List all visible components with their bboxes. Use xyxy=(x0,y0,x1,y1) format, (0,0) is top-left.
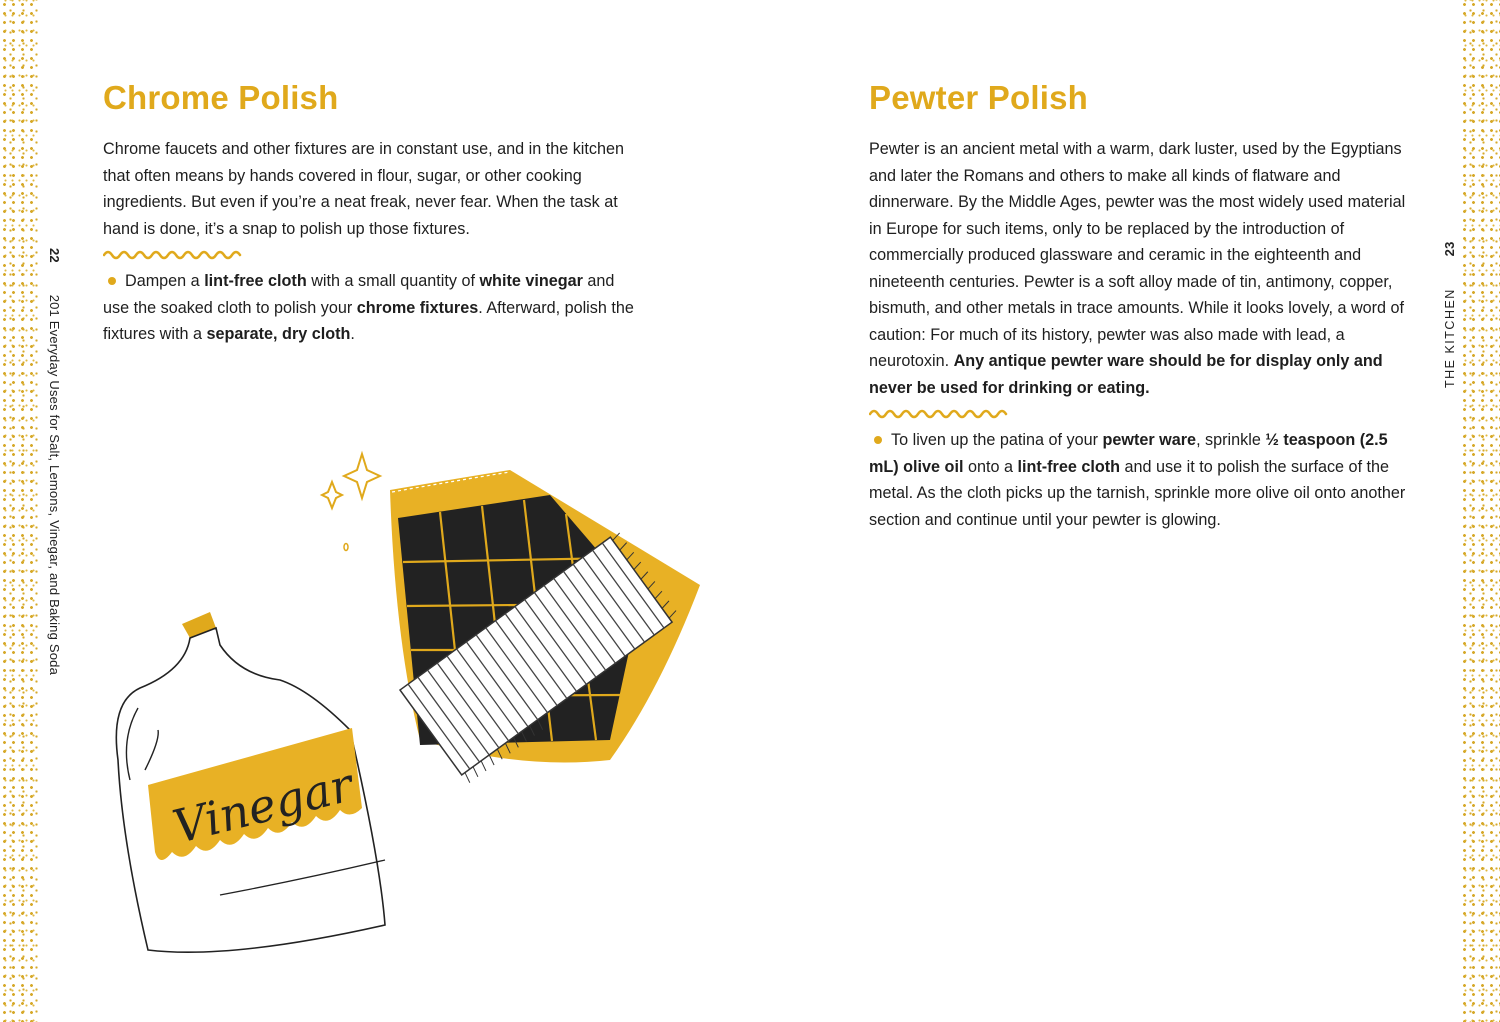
right-dot-border xyxy=(1460,0,1500,1022)
section-title: THE KITCHEN xyxy=(1443,288,1457,388)
vinegar-label: Vinegar xyxy=(167,757,359,855)
bullet-dot xyxy=(874,436,882,444)
vinegar-jug xyxy=(116,612,385,952)
tip-text: with a small quantity of xyxy=(306,272,480,290)
tip-bold: separate, dry cloth xyxy=(206,325,351,343)
bullet-dot xyxy=(108,277,116,285)
tip-bold: lint-free cloth xyxy=(204,272,307,290)
tip-text: and use the soaked cloth to polish your xyxy=(103,272,615,317)
left-dot-border xyxy=(0,0,38,1022)
left-running-head xyxy=(47,248,62,675)
right-page-number: 23 xyxy=(1442,241,1457,257)
tip-text: . Afterward, polish the fixtures with a xyxy=(103,298,634,343)
pewter-polish-section xyxy=(869,76,1409,533)
pewter-polish-intro xyxy=(869,136,1409,401)
tip-text: onto a xyxy=(963,457,1018,476)
vinegar-and-cloths-illustration xyxy=(100,440,720,970)
tip-bold: chrome fixtures xyxy=(356,298,479,317)
chrome-polish-section xyxy=(103,76,643,348)
tip-bold: pewter ware xyxy=(1102,431,1197,449)
tip-bold: white vinegar xyxy=(479,272,583,290)
intro-text: Pewter is an ancient metal with a warm, dark luster, used by the Egyptians and later the Romans and others to make all kinds of flatware and dinnerware. By the Middle Ages, pewter was the most widely used material in Europe for such items, only to be replaced by the introduction of commercially produced glassware and ceramic in the eighteenth and nineteenth centuries. Pewter is a soft alloy made of tin, antimony, copper, bismuth, and other metals in trace amounts. While it looks lovely, a word of caution: For much of its history, pewter was also made with lead, a neurotoxin. xyxy=(869,140,1406,370)
tip-bold: ½ teaspoon (2.5 mL) olive oil xyxy=(869,431,1388,476)
book-title: 201 Everyday Uses for Salt, Lemons, Vinegar, and Baking Soda xyxy=(47,294,62,676)
pewter-polish-heading: Pewter Polish xyxy=(869,79,1089,116)
tip-text: To liven up the patina of your xyxy=(891,431,1103,449)
tip-text: Dampen a xyxy=(125,272,205,290)
chrome-polish-intro: Chrome faucets and other fixtures are in constant use, and in the kitchen that often means by hands covered in flour, sugar, or other cooking ingredients. But even if you’re a neat freak, never fear. When the task at hand is done, it’s a snap to polish up those fixtures. xyxy=(103,140,624,238)
pewter-polish-tip xyxy=(869,427,1409,533)
tip-text: and use it to polish the surface of the metal. As the cloth picks up the tarnish, sprinkle more olive oil onto another section and continue until your pewter is glowing. xyxy=(869,457,1406,529)
intro-warning: Any antique pewter ware should be for display only and never be used for drinking or eating. xyxy=(869,352,1383,397)
squiggle-divider xyxy=(869,407,1009,421)
chrome-polish-heading: Chrome Polish xyxy=(103,79,339,116)
sparkle-icon xyxy=(322,482,342,508)
tip-text: . xyxy=(350,325,355,343)
tip-bold: lint-free cloth xyxy=(1017,457,1120,476)
right-running-head xyxy=(1442,241,1457,388)
sparkle-icon xyxy=(344,454,380,498)
tip-text: , sprinkle xyxy=(1196,431,1266,449)
sparkle-dot xyxy=(344,544,348,551)
squiggle-divider xyxy=(103,248,243,262)
left-page-number: 22 xyxy=(47,248,62,263)
chrome-polish-tip xyxy=(103,268,643,348)
